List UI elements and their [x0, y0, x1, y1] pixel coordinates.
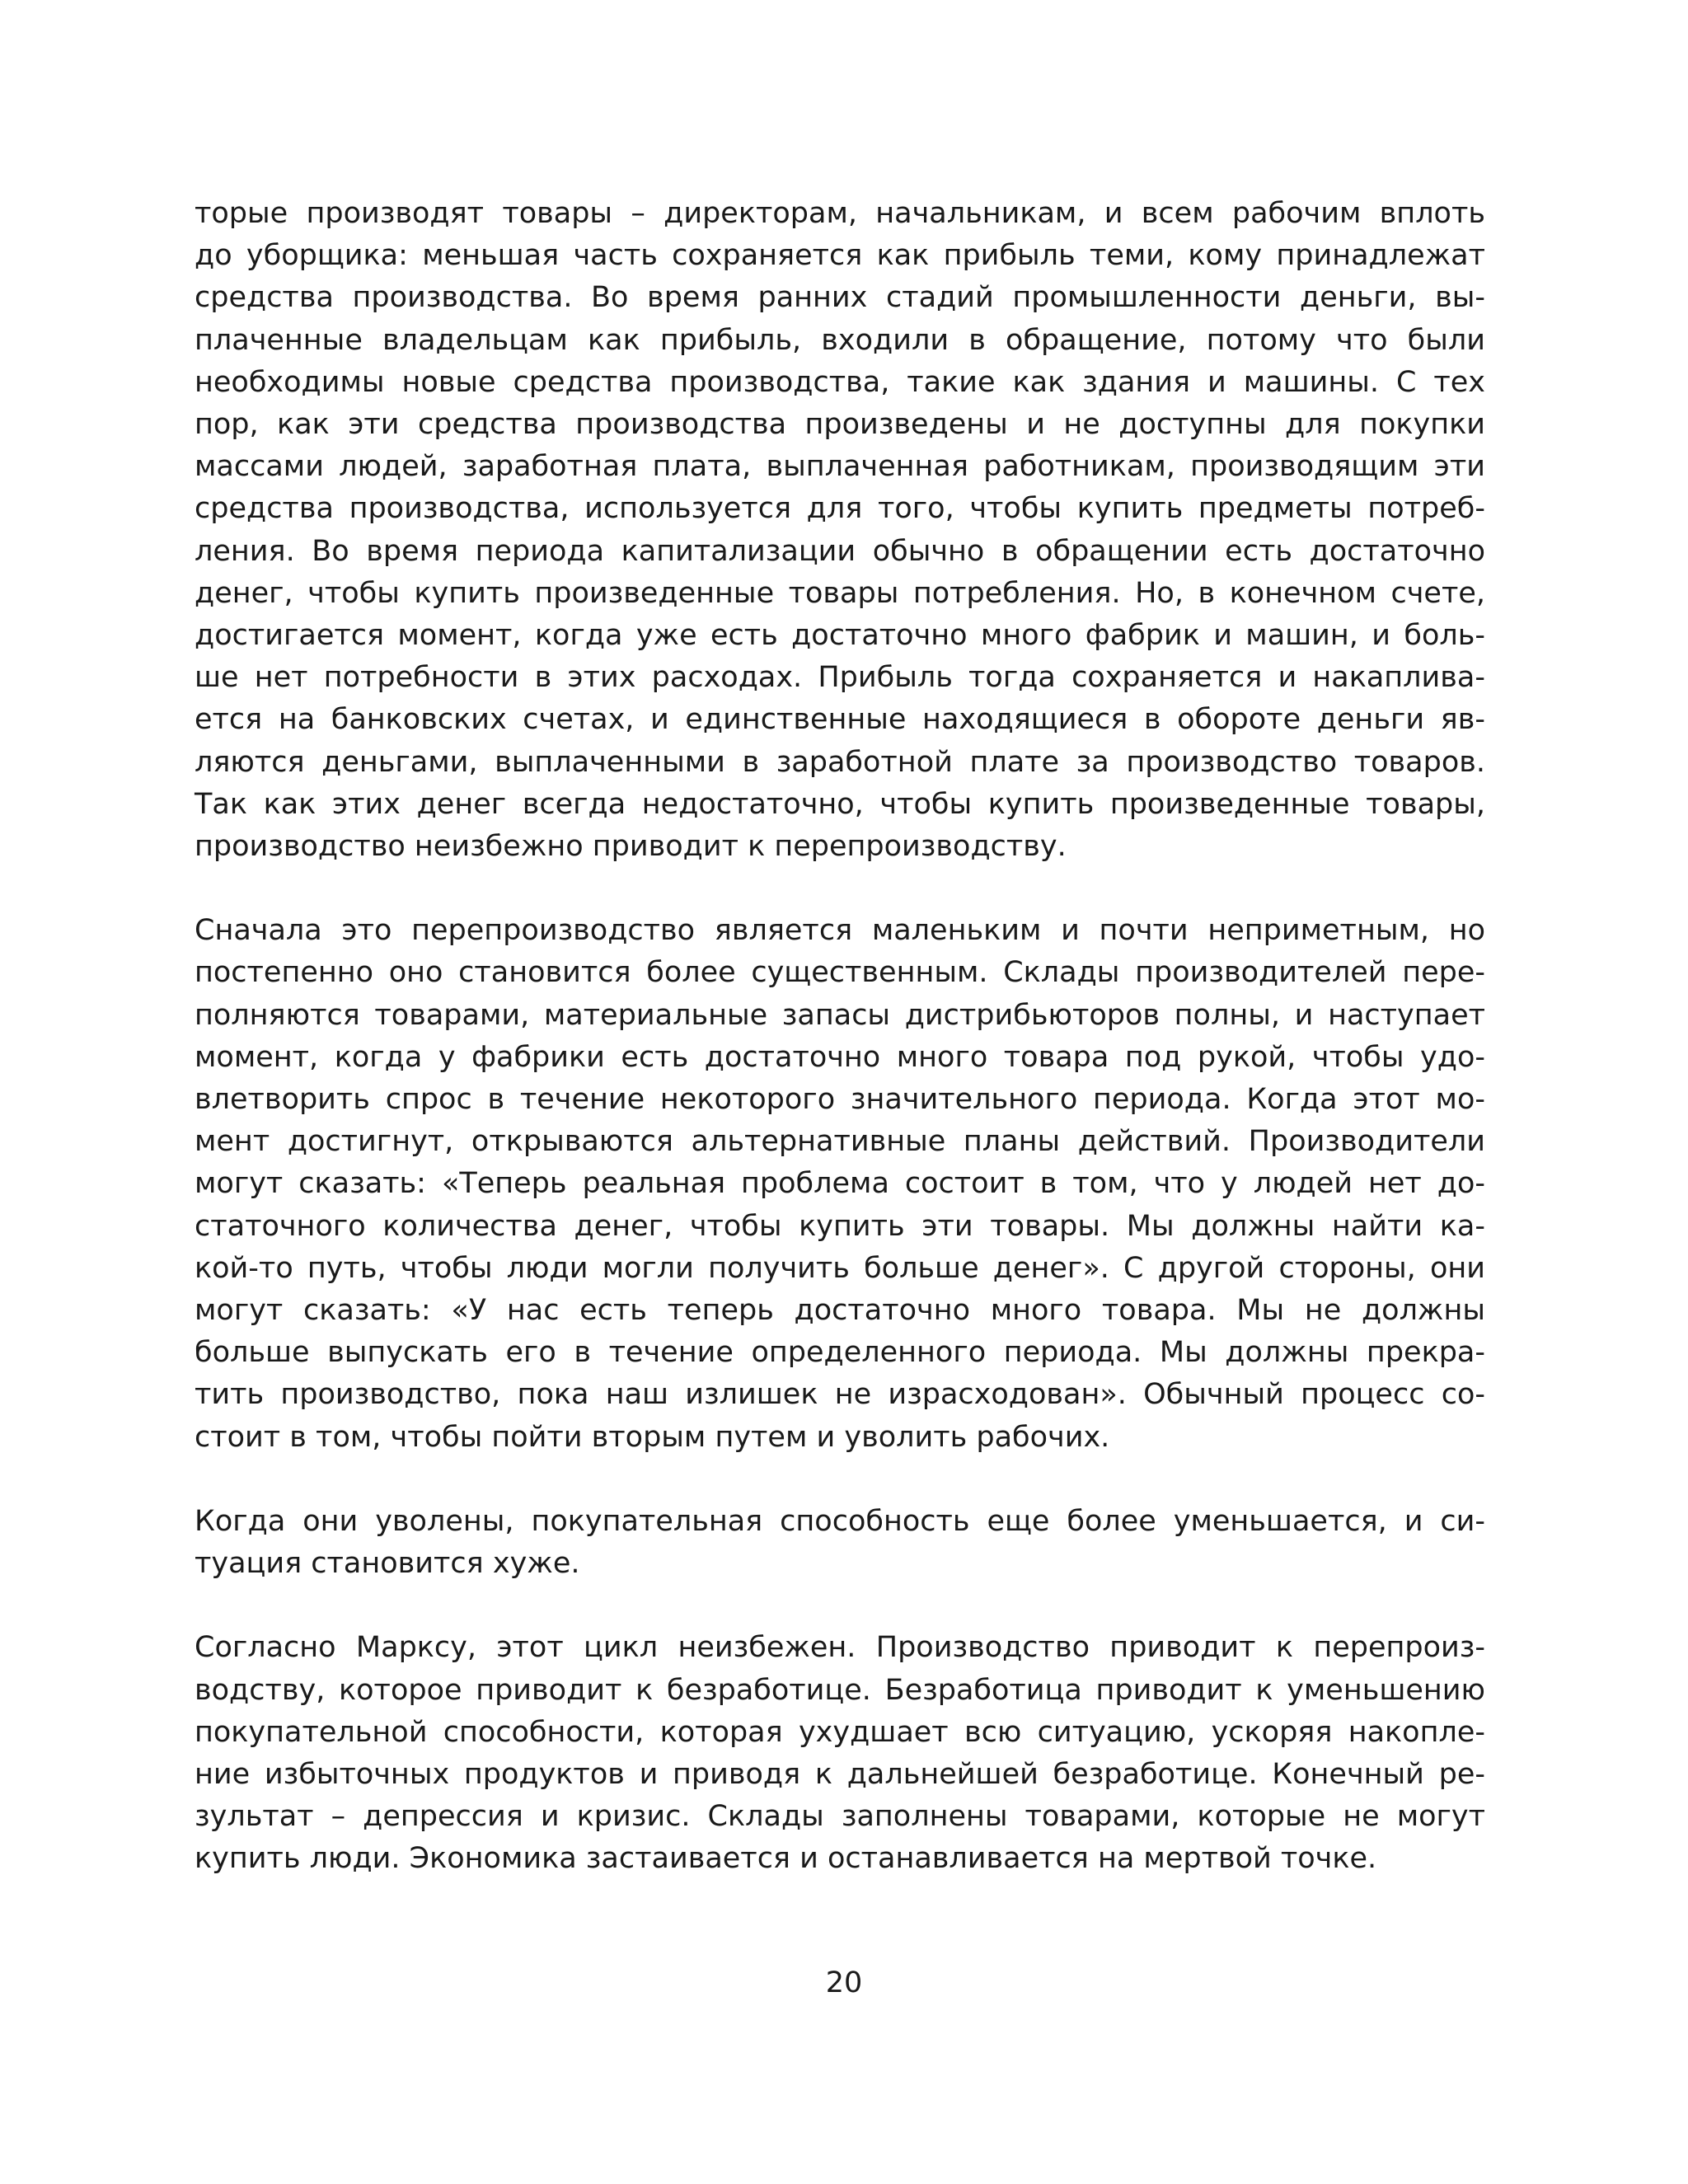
paragraph-1 — [195, 193, 1485, 868]
text-line: ше нет потребности в этих расходах. Прибыль тогда сохраняется и накаплива- — [195, 661, 1485, 695]
page-number: 20 — [825, 1966, 863, 1999]
text-line: водству, которое приводит к безработице. Безработица приводит к уменьшению — [195, 1673, 1485, 1707]
text-line: ется на банковских счетах, и единственные находящиеся в обороте деньги яв- — [195, 703, 1485, 737]
text-line: Сначала это перепроизводство является маленьким и почти неприметным, но — [195, 914, 1485, 948]
paragraph-2 — [195, 910, 1485, 1459]
text-line: статочного количества денег, чтобы купить эти товары. Мы должны найти ка- — [195, 1209, 1485, 1243]
text-line: Так как этих денег всегда недостаточно, чтобы купить произведенные товары, — [195, 787, 1485, 821]
text-line: ляются деньгами, выплаченными в заработной плате за производство товаров. — [195, 745, 1485, 779]
text-line: средства производства, используется для того, чтобы купить предметы потреб- — [195, 492, 1485, 526]
text-line: достигается момент, когда уже есть достаточно много фабрик и машин, и боль- — [195, 619, 1485, 653]
text-line: могут сказать: «У нас есть теперь достаточно много товара. Мы не должны — [195, 1294, 1485, 1328]
text-line: кой-то путь, чтобы люди могли получить больше денег». С другой стороны, они — [195, 1251, 1485, 1285]
paragraph-4 — [195, 1627, 1485, 1880]
text-line: тить производство, пока наш излишек не израсходован». Обычный процесс со- — [195, 1378, 1485, 1412]
text-line: мент достигнут, открываются альтернативные планы действий. Производители — [195, 1125, 1485, 1159]
text-line: могут сказать: «Теперь реальная проблема состоит в том, что у людей нет до- — [195, 1167, 1485, 1201]
text-line: влетворить спрос в течение некоторого значительного периода. Когда этот мо- — [195, 1083, 1485, 1117]
text-line: ления. Во время периода капитализации обычно в обращении есть достаточно — [195, 534, 1485, 568]
text-line: средства производства. Во время ранних стадий промышленности деньги, вы- — [195, 281, 1485, 315]
text-line: плаченные владельцам как прибыль, входили в обращение, потому что были — [195, 323, 1485, 357]
text-line: необходимы новые средства производства, такие как здания и машины. С тех — [195, 365, 1485, 399]
text-line: производство неизбежно приводит к перепроизводству. — [195, 830, 1067, 864]
text-line: купить люди. Экономика застаивается и останавливается на мертвой точке. — [195, 1842, 1377, 1876]
text-line: момент, когда у фабрики есть достаточно много товара под рукой, чтобы удо- — [195, 1040, 1485, 1074]
text-line: торые производят товары – директорам, начальникам, и всем рабочим вплоть — [195, 197, 1485, 230]
text-line: ние избыточных продуктов и приводя к дальнейшей безработице. Конечный ре- — [195, 1757, 1485, 1791]
text-line: туация становится хуже. — [195, 1547, 580, 1581]
text-line: стоит в том, чтобы пойти вторым путем и уволить рабочих. — [195, 1420, 1110, 1454]
text-line: Согласно Марксу, этот цикл неизбежен. Производство приводит к перепроиз- — [195, 1631, 1485, 1665]
text-line: денег, чтобы купить произведенные товары потребления. Но, в конечном счете, — [195, 576, 1485, 610]
body-text — [195, 193, 1485, 1923]
text-line: постепенно оно становится более существенным. Склады производителей пере- — [195, 956, 1485, 990]
text-line: больше выпускать его в течение определенного периода. Мы должны прекра- — [195, 1336, 1485, 1370]
text-line: покупательной способности, которая ухудшает всю ситуацию, ускоряя накопле- — [195, 1715, 1485, 1749]
text-line: до уборщика: меньшая часть сохраняется как прибыль теми, кому принадлежат — [195, 239, 1485, 273]
paragraph-3 — [195, 1501, 1485, 1585]
text-line: зультат – депрессия и кризис. Склады заполнены товарами, которые не могут — [195, 1800, 1485, 1834]
text-line: полняются товарами, материальные запасы дистрибьюторов полны, и наступает — [195, 998, 1485, 1032]
text-line: массами людей, заработная плата, выплаченная работникам, производящим эти — [195, 450, 1485, 484]
text-line: Когда они уволены, покупательная способность еще более уменьшается, и си- — [195, 1504, 1485, 1538]
text-line: пор, как эти средства производства произведены и не доступны для покупки — [195, 408, 1485, 442]
